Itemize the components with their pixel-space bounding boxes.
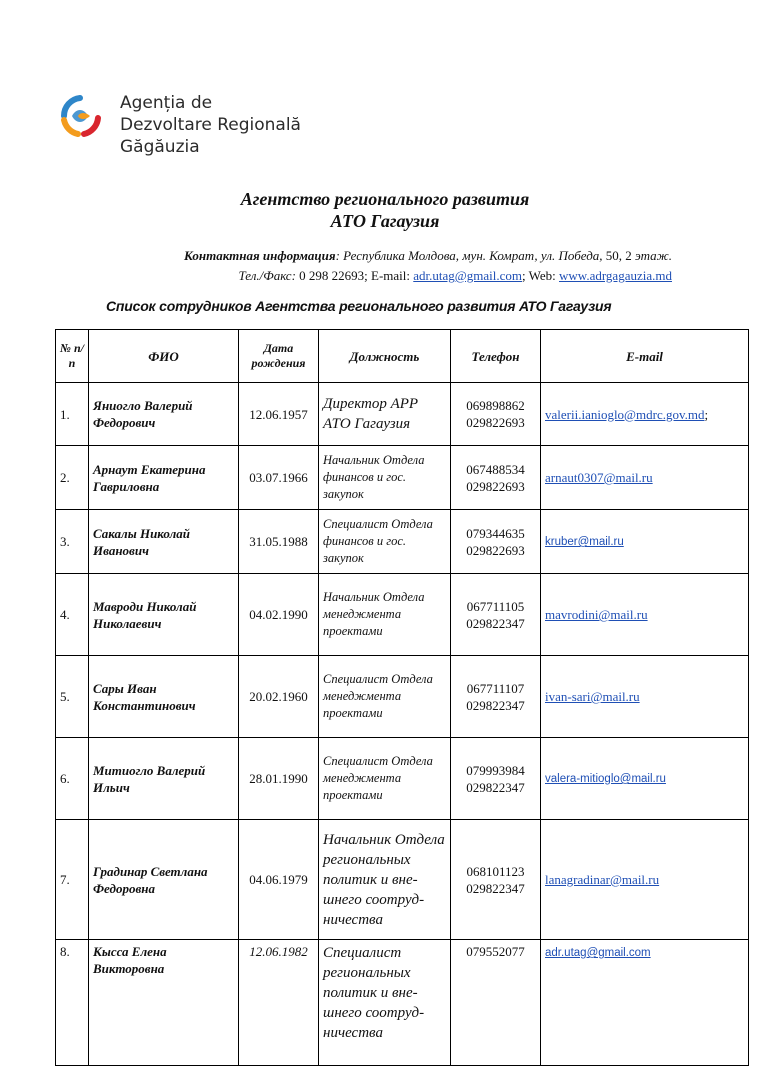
phone-2: 029822347 — [466, 779, 525, 795]
phone-1: 079344635 — [466, 525, 525, 541]
row-fio: Сакалы Николай Иванович — [89, 510, 239, 574]
phone-1: 069898862 — [466, 398, 525, 413]
row-fio: Митиогло Валерий Ильич — [89, 738, 239, 820]
table-row — [56, 940, 749, 1066]
row-phone — [451, 383, 541, 446]
row-email — [541, 510, 749, 574]
table-row — [56, 383, 749, 446]
email-link[interactable]: valera-mitioglo@mail.ru — [545, 773, 666, 785]
contact-label: Контактная информация — [184, 248, 336, 263]
header-fio: ФИО — [89, 330, 239, 383]
row-fio: Яниогло Валерий Федорович — [89, 383, 239, 446]
phone-1: 067711105 — [466, 598, 525, 614]
row-num: 1. — [56, 383, 89, 446]
row-email — [541, 446, 749, 510]
email-link[interactable]: adr.utag@gmail.com — [545, 947, 651, 959]
header-num: № п/п — [56, 330, 89, 383]
phone-1: 079552077 — [466, 944, 525, 959]
row-phone — [451, 446, 541, 510]
row-position: Начальник Отдела региональных политик и вне-шнего соотруд-ничества — [319, 820, 451, 940]
table-row — [56, 656, 749, 738]
row-email — [541, 738, 749, 820]
row-dob: 04.06.1979 — [239, 820, 319, 940]
phone-2: 029822347 — [466, 615, 525, 631]
row-phone — [451, 820, 541, 940]
row-dob: 31.05.1988 — [239, 510, 319, 574]
contact-address-number: 50, 2 — [605, 248, 632, 263]
logo-line-3: Găgăuzia — [120, 137, 200, 157]
row-phone — [451, 574, 541, 656]
header-position: Должность — [319, 330, 451, 383]
email-link[interactable]: ivan-sari@mail.ru — [545, 689, 640, 704]
logo-line-2: Dezvoltare Regională — [120, 115, 301, 135]
table-row — [56, 574, 749, 656]
email-link[interactable]: arnaut0307@mail.ru — [545, 470, 653, 485]
table-row — [56, 510, 749, 574]
contact-web-link[interactable]: www.adrgagauzia.md — [559, 268, 672, 283]
row-phone — [451, 510, 541, 574]
email-link[interactable]: mavrodini@mail.ru — [545, 607, 648, 622]
phone-1: 079993984 — [466, 762, 525, 778]
row-email — [541, 383, 749, 446]
header-email: E-mail — [541, 330, 749, 383]
row-position: Специалист Отдела финансов и гос. закупок — [319, 510, 451, 574]
email-link[interactable]: lanagradinar@mail.ru — [545, 872, 660, 887]
row-phone — [451, 940, 541, 1066]
agency-logo-text — [120, 92, 301, 158]
tel-value: 0 298 22693; E-mail: — [295, 268, 414, 283]
row-email — [541, 656, 749, 738]
row-email — [541, 820, 749, 940]
row-email — [541, 940, 749, 1066]
row-num: 8. — [56, 940, 89, 1066]
row-fio: Мавроди Николай Николаевич — [89, 574, 239, 656]
logo-line-1: Agenția de — [120, 93, 213, 113]
row-num: 2. — [56, 446, 89, 510]
email-link[interactable]: valerii.ianioglo@mdrc.gov.md — [545, 406, 705, 422]
row-dob: 28.01.1990 — [239, 738, 319, 820]
contact-email-link[interactable]: adr.utag@gmail.com — [413, 268, 522, 283]
row-email — [541, 574, 749, 656]
row-position: Специалист Отдела менеджмента проектами — [319, 738, 451, 820]
contact-floor: этаж. — [631, 248, 672, 263]
contact-info — [60, 246, 672, 286]
row-fio: Кысса Елена Викторовна — [89, 940, 239, 1066]
phone-2: 029822347 — [466, 697, 525, 713]
email-suffix: ; — [704, 406, 709, 422]
table-header-row — [56, 330, 749, 383]
row-num: 7. — [56, 820, 89, 940]
header-dob: Дата рождения — [239, 330, 319, 383]
table-row — [56, 820, 749, 940]
staff-table — [55, 329, 749, 1066]
contact-line-1 — [60, 246, 672, 266]
row-position: Специалист Отдела менеджмента проектами — [319, 656, 451, 738]
phone-2: 029822693 — [466, 542, 525, 558]
row-dob: 12.06.1957 — [239, 383, 319, 446]
row-position: Начальник Отдела менеджмента проектами — [319, 574, 451, 656]
web-label: ; Web: — [522, 268, 559, 283]
row-dob: 04.02.1990 — [239, 574, 319, 656]
row-fio: Градинар Светлана Федоровна — [89, 820, 239, 940]
row-dob: 20.02.1960 — [239, 656, 319, 738]
contact-line-2 — [60, 266, 672, 286]
phone-1: 067488534 — [466, 461, 525, 477]
org-title — [120, 188, 650, 232]
header-phone: Телефон — [451, 330, 541, 383]
row-position: Специалист региональных политик и вне-шнего соотруд-ничества — [319, 940, 451, 1066]
phone-2: 029822347 — [466, 880, 525, 896]
agency-logo-icon — [58, 94, 102, 138]
row-num: 6. — [56, 738, 89, 820]
row-num: 5. — [56, 656, 89, 738]
tel-label: Тел./Факс: — [238, 268, 296, 283]
phone-2: 029822693 — [466, 478, 525, 494]
row-fio: Сары Иван Константинович — [89, 656, 239, 738]
row-phone — [451, 738, 541, 820]
table-row — [56, 446, 749, 510]
row-num: 3. — [56, 510, 89, 574]
list-title: Список сотрудников Агентства регионального развития АТО Гагаузия — [106, 298, 612, 314]
phone-1: 067711107 — [466, 680, 525, 696]
contact-address: : Республика Молдова, мун. Комрат, ул. Победа, — [335, 248, 606, 263]
row-dob: 03.07.1966 — [239, 446, 319, 510]
row-dob: 12.06.1982 — [239, 940, 319, 1066]
phone-2: 029822693 — [466, 415, 525, 430]
row-num: 4. — [56, 574, 89, 656]
row-position: Начальник Отдела финансов и гос. закупок — [319, 446, 451, 510]
row-fio: Арнаут Екатерина Гавриловна — [89, 446, 239, 510]
email-link[interactable]: kruber@mail.ru — [545, 536, 624, 548]
org-title-line-1: Агентство регионального развития — [240, 189, 530, 209]
table-row — [56, 738, 749, 820]
phone-1: 068101123 — [466, 863, 525, 879]
row-phone — [451, 656, 541, 738]
row-position: Директор АРР АТО Гагаузия — [319, 383, 451, 446]
org-title-line-2: АТО Гагаузия — [330, 211, 440, 231]
